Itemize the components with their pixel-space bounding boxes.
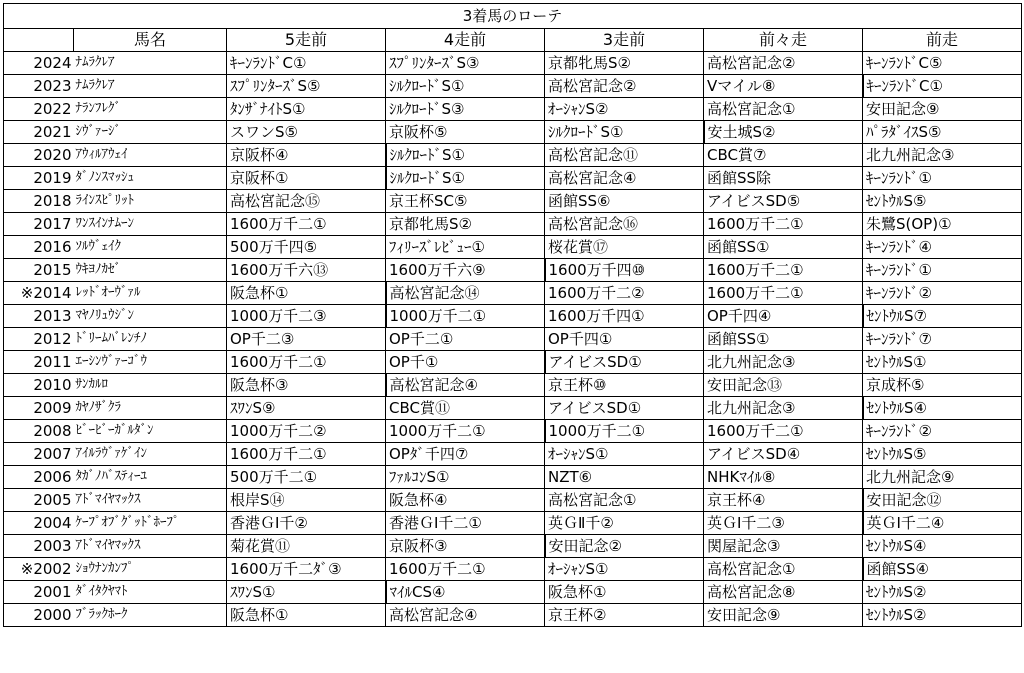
race-3-ago-cell: 高松宮記念⑪	[545, 144, 704, 167]
race-3-ago-cell: NZT⑥	[545, 466, 704, 489]
race-2-ago-cell: 北九州記念③	[704, 397, 863, 420]
horse-name-cell: ﾄﾞﾘｰﾑﾊﾞﾚﾝﾁﾉ	[74, 328, 227, 351]
year-cell: 2004	[4, 512, 74, 535]
race-2-ago-cell: 函館SS除	[704, 167, 863, 190]
table-row	[4, 374, 1022, 397]
race-3-ago-cell: 高松宮記念⑯	[545, 213, 704, 236]
race-5-ago-cell: ｷｰﾝﾗﾝﾄﾞC①	[227, 52, 386, 75]
race-3-ago-cell: 英ＧⅡ千②	[545, 512, 704, 535]
rotation-table	[3, 3, 1022, 627]
horse-name-cell: ｱｲﾙﾗｳﾞｧｹﾞｲﾝ	[74, 443, 227, 466]
race-2-ago-cell: アイビスSD④	[704, 443, 863, 466]
race-last-cell: 函館SS④	[863, 558, 1022, 581]
race-4-ago-cell: 香港ＧⅠ千二①	[386, 512, 545, 535]
horse-name-cell: ﾅﾑﾗｸﾚｱ	[74, 52, 227, 75]
horse-name-cell: ｴｰｼﾝｳﾞｧｰｺﾞｳ	[74, 351, 227, 374]
table-row	[4, 75, 1022, 98]
race-last-cell: ｾﾝﾄｳﾙS⑤	[863, 190, 1022, 213]
race-3-ago-cell: 1600万千四①	[545, 305, 704, 328]
race-5-ago-cell: 1000万千二③	[227, 305, 386, 328]
race-4-ago-cell: ｼﾙｸﾛｰﾄﾞS①	[386, 75, 545, 98]
horse-name-cell: ﾀｶﾞﾉﾊﾞｽﾃｨｰﾕ	[74, 466, 227, 489]
race-5-ago-cell: ｽﾜﾝS①	[227, 581, 386, 604]
table-row	[4, 466, 1022, 489]
horse-name-cell: ｿﾙｳﾞｪｲｸ	[74, 236, 227, 259]
race-5-ago-cell: ｽﾌﾟﾘﾝﾀｰｽﾞS⑤	[227, 75, 386, 98]
race-3-ago-cell: 1000万千二①	[545, 420, 704, 443]
header-5-races-ago: 5走前	[227, 29, 386, 52]
race-3-ago-cell: 桜花賞⑰	[545, 236, 704, 259]
race-3-ago-cell: 京都牝馬S②	[545, 52, 704, 75]
race-4-ago-cell: ｼﾙｸﾛｰﾄﾞS①	[386, 144, 545, 167]
race-3-ago-cell: ｵｰｼｬﾝS①	[545, 443, 704, 466]
race-5-ago-cell: 500万千二①	[227, 466, 386, 489]
race-4-ago-cell: 京王杯SC⑤	[386, 190, 545, 213]
race-last-cell: ｷｰﾝﾗﾝﾄﾞC①	[863, 75, 1022, 98]
race-last-cell: ｾﾝﾄｳﾙS④	[863, 535, 1022, 558]
race-last-cell: ｷｰﾝﾗﾝﾄﾞ①	[863, 167, 1022, 190]
race-3-ago-cell: 高松宮記念①	[545, 489, 704, 512]
table-row	[4, 328, 1022, 351]
race-last-cell: ﾊﾟﾗﾀﾞｲｽS⑤	[863, 121, 1022, 144]
table-row	[4, 190, 1022, 213]
race-2-ago-cell: 1600万千二①	[704, 213, 863, 236]
race-5-ago-cell: 1600万千二①	[227, 213, 386, 236]
table-row	[4, 282, 1022, 305]
race-4-ago-cell: 京阪杯⑤	[386, 121, 545, 144]
race-4-ago-cell: 1000万千二①	[386, 305, 545, 328]
race-5-ago-cell: 1600万千六⑬	[227, 259, 386, 282]
race-last-cell: ｷｰﾝﾗﾝﾄﾞ②	[863, 420, 1022, 443]
year-cell: 2015	[4, 259, 74, 282]
race-5-ago-cell: 1600万千二①	[227, 443, 386, 466]
year-cell: 2003	[4, 535, 74, 558]
year-cell: 2001	[4, 581, 74, 604]
race-last-cell: ｾﾝﾄｳﾙS④	[863, 397, 1022, 420]
race-4-ago-cell: 京都牝馬S②	[386, 213, 545, 236]
table-row	[4, 167, 1022, 190]
race-2-ago-cell: 函館SS①	[704, 236, 863, 259]
race-5-ago-cell: スワンS⑤	[227, 121, 386, 144]
year-cell: 2000	[4, 604, 74, 627]
race-last-cell: ｾﾝﾄｳﾙS②	[863, 604, 1022, 627]
race-2-ago-cell: CBC賞⑦	[704, 144, 863, 167]
table-row	[4, 121, 1022, 144]
horse-name-cell: ｱﾄﾞﾏｲﾔﾏｯｸｽ	[74, 489, 227, 512]
race-5-ago-cell: 1600万千二ﾀﾞ③	[227, 558, 386, 581]
race-last-cell: ｾﾝﾄｳﾙS②	[863, 581, 1022, 604]
race-last-cell: ｷｰﾝﾗﾝﾄﾞ①	[863, 259, 1022, 282]
race-4-ago-cell: 1000万千二①	[386, 420, 545, 443]
table-row	[4, 558, 1022, 581]
table-row	[4, 213, 1022, 236]
horse-name-cell: ﾏﾔﾉﾘｭｳｼﾞﾝ	[74, 305, 227, 328]
race-2-ago-cell: 京王杯④	[704, 489, 863, 512]
table-row	[4, 98, 1022, 121]
race-4-ago-cell: OP千①	[386, 351, 545, 374]
race-4-ago-cell: ｼﾙｸﾛｰﾄﾞS①	[386, 167, 545, 190]
race-last-cell: 朱鷺S(OP)①	[863, 213, 1022, 236]
race-4-ago-cell: 1600万千六⑨	[386, 259, 545, 282]
race-4-ago-cell: ﾌｨﾘｰｽﾞﾚﾋﾞｭｰ①	[386, 236, 545, 259]
race-3-ago-cell: 高松宮記念②	[545, 75, 704, 98]
race-5-ago-cell: 菊花賞⑪	[227, 535, 386, 558]
race-2-ago-cell: 1600万千二①	[704, 282, 863, 305]
header-last-race: 前走	[863, 29, 1022, 52]
race-5-ago-cell: ﾀﾝｻﾞﾅｲﾄS①	[227, 98, 386, 121]
race-5-ago-cell: 1600万千二①	[227, 351, 386, 374]
race-4-ago-cell: ｼﾙｸﾛｰﾄﾞS③	[386, 98, 545, 121]
horse-name-cell: ｶﾔﾉｻﾞｸﾗ	[74, 397, 227, 420]
header-3-races-ago: 3走前	[545, 29, 704, 52]
race-3-ago-cell: OP千四①	[545, 328, 704, 351]
race-2-ago-cell: NHKﾏｲﾙ⑧	[704, 466, 863, 489]
horse-name-cell: ｱﾄﾞﾏｲﾔﾏｯｸｽ	[74, 535, 227, 558]
race-2-ago-cell: 安田記念⑨	[704, 604, 863, 627]
race-4-ago-cell: CBC賞⑪	[386, 397, 545, 420]
year-cell: 2021	[4, 121, 74, 144]
race-4-ago-cell: OP千二①	[386, 328, 545, 351]
race-2-ago-cell: 北九州記念③	[704, 351, 863, 374]
race-4-ago-cell: OPﾀﾞ千四⑦	[386, 443, 545, 466]
race-last-cell: 英ＧⅠ千二④	[863, 512, 1022, 535]
horse-name-cell: ｳｷﾖﾉｶｾﾞ	[74, 259, 227, 282]
header-4-races-ago: 4走前	[386, 29, 545, 52]
year-cell: 2006	[4, 466, 74, 489]
race-last-cell: ｷｰﾝﾗﾝﾄﾞ②	[863, 282, 1022, 305]
race-3-ago-cell: アイビスSD①	[545, 397, 704, 420]
race-4-ago-cell: 高松宮記念⑭	[386, 282, 545, 305]
race-3-ago-cell: 1600万千四⑩	[545, 259, 704, 282]
race-3-ago-cell: 京王杯②	[545, 604, 704, 627]
table-row	[4, 52, 1022, 75]
race-3-ago-cell: 安田記念②	[545, 535, 704, 558]
year-cell: 2005	[4, 489, 74, 512]
year-cell: ※2014	[4, 282, 74, 305]
table-row	[4, 512, 1022, 535]
horse-name-cell: ﾅﾑﾗｸﾚｱ	[74, 75, 227, 98]
table-row	[4, 535, 1022, 558]
horse-name-cell: ﾚｯﾄﾞｵｰｳﾞｧﾙ	[74, 282, 227, 305]
race-5-ago-cell: 香港ＧⅠ千②	[227, 512, 386, 535]
race-3-ago-cell: 1600万千二②	[545, 282, 704, 305]
horse-name-cell: ｼｮｳﾅﾝｶﾝﾌﾟ	[74, 558, 227, 581]
year-cell: 2009	[4, 397, 74, 420]
race-5-ago-cell: 阪急杯①	[227, 282, 386, 305]
year-cell: 2011	[4, 351, 74, 374]
year-cell: 2022	[4, 98, 74, 121]
race-last-cell: ｷｰﾝﾗﾝﾄﾞ④	[863, 236, 1022, 259]
race-2-ago-cell: 1600万千二①	[704, 259, 863, 282]
race-2-ago-cell: 高松宮記念②	[704, 52, 863, 75]
table-row	[4, 604, 1022, 627]
horse-name-cell: ｹｰﾌﾟｵﾌﾞｸﾞｯﾄﾞﾎｰﾌﾟ	[74, 512, 227, 535]
race-2-ago-cell: 安土城S②	[704, 121, 863, 144]
year-cell: 2019	[4, 167, 74, 190]
race-3-ago-cell: 函館SS⑥	[545, 190, 704, 213]
year-cell: 2016	[4, 236, 74, 259]
race-last-cell: ｾﾝﾄｳﾙS①	[863, 351, 1022, 374]
race-2-ago-cell: OP千四④	[704, 305, 863, 328]
race-2-ago-cell: 安田記念⑬	[704, 374, 863, 397]
year-cell: 2008	[4, 420, 74, 443]
race-4-ago-cell: 高松宮記念④	[386, 374, 545, 397]
race-last-cell: ｷｰﾝﾗﾝﾄﾞ⑦	[863, 328, 1022, 351]
year-cell: 2007	[4, 443, 74, 466]
race-4-ago-cell: 1600万千二①	[386, 558, 545, 581]
table-title: 3着馬のローテ	[4, 4, 1022, 29]
race-5-ago-cell: 根岸S⑭	[227, 489, 386, 512]
race-3-ago-cell: ｵｰｼｬﾝS①	[545, 558, 704, 581]
year-cell: 2018	[4, 190, 74, 213]
title-row	[4, 4, 1022, 29]
horse-name-cell: ｱｳｨﾙｱｳｪｲ	[74, 144, 227, 167]
year-cell: 2017	[4, 213, 74, 236]
year-cell: 2013	[4, 305, 74, 328]
table-row	[4, 144, 1022, 167]
table-row	[4, 420, 1022, 443]
race-2-ago-cell: アイビスSD⑤	[704, 190, 863, 213]
race-last-cell: 京成杯⑤	[863, 374, 1022, 397]
race-2-ago-cell: 英ＧⅠ千二③	[704, 512, 863, 535]
race-5-ago-cell: 500万千四⑤	[227, 236, 386, 259]
race-2-ago-cell: 高松宮記念①	[704, 98, 863, 121]
race-last-cell: ｾﾝﾄｳﾙS⑦	[863, 305, 1022, 328]
header-horse: 馬名	[74, 29, 227, 52]
year-cell: ※2002	[4, 558, 74, 581]
race-last-cell: ｷｰﾝﾗﾝﾄﾞC⑤	[863, 52, 1022, 75]
race-last-cell: 北九州記念③	[863, 144, 1022, 167]
horse-name-cell: ﾌﾞﾗｯｸﾎｰｸ	[74, 604, 227, 627]
table-row	[4, 236, 1022, 259]
race-3-ago-cell: 京王杯⑩	[545, 374, 704, 397]
year-cell: 2024	[4, 52, 74, 75]
race-5-ago-cell: 1000万千二②	[227, 420, 386, 443]
table-row	[4, 397, 1022, 420]
spreadsheet	[3, 3, 1021, 667]
race-5-ago-cell: 京阪杯①	[227, 167, 386, 190]
race-last-cell: 安田記念⑨	[863, 98, 1022, 121]
year-cell: 2023	[4, 75, 74, 98]
header-2-races-ago: 前々走	[704, 29, 863, 52]
race-5-ago-cell: 阪急杯③	[227, 374, 386, 397]
race-last-cell: ｾﾝﾄｳﾙS⑤	[863, 443, 1022, 466]
year-cell: 2020	[4, 144, 74, 167]
table-row	[4, 581, 1022, 604]
header-year	[4, 29, 74, 52]
horse-name-cell: ｼｳﾞｧｰｼﾞ	[74, 121, 227, 144]
race-4-ago-cell: ｽﾌﾟﾘﾝﾀｰｽﾞS③	[386, 52, 545, 75]
race-3-ago-cell: 阪急杯①	[545, 581, 704, 604]
table-row	[4, 259, 1022, 282]
race-3-ago-cell: 高松宮記念④	[545, 167, 704, 190]
race-2-ago-cell: 函館SS①	[704, 328, 863, 351]
race-last-cell: 安田記念⑫	[863, 489, 1022, 512]
race-last-cell: 北九州記念⑨	[863, 466, 1022, 489]
horse-name-cell: ｻﾝｶﾙﾛ	[74, 374, 227, 397]
race-2-ago-cell: 高松宮記念①	[704, 558, 863, 581]
race-4-ago-cell: 高松宮記念④	[386, 604, 545, 627]
horse-name-cell: ﾜﾝｽｲﾝﾅﾑｰﾝ	[74, 213, 227, 236]
race-3-ago-cell: ｵｰｼｬﾝS②	[545, 98, 704, 121]
race-2-ago-cell: 1600万千二①	[704, 420, 863, 443]
table-row	[4, 489, 1022, 512]
race-2-ago-cell: 高松宮記念⑧	[704, 581, 863, 604]
race-5-ago-cell: 阪急杯①	[227, 604, 386, 627]
race-3-ago-cell: ｼﾙｸﾛｰﾄﾞS①	[545, 121, 704, 144]
race-4-ago-cell: ﾏｲﾙCS④	[386, 581, 545, 604]
race-5-ago-cell: 京阪杯④	[227, 144, 386, 167]
race-4-ago-cell: 阪急杯④	[386, 489, 545, 512]
table-row	[4, 443, 1022, 466]
table-row	[4, 305, 1022, 328]
year-cell: 2012	[4, 328, 74, 351]
race-5-ago-cell: OP千二③	[227, 328, 386, 351]
table-row	[4, 351, 1022, 374]
race-4-ago-cell: 京阪杯③	[386, 535, 545, 558]
race-5-ago-cell: ｽﾜﾝS⑨	[227, 397, 386, 420]
year-cell: 2010	[4, 374, 74, 397]
race-3-ago-cell: アイビスSD①	[545, 351, 704, 374]
horse-name-cell: ﾀﾞﾉﾝｽﾏｯｼｭ	[74, 167, 227, 190]
race-2-ago-cell: 関屋記念③	[704, 535, 863, 558]
horse-name-cell: ﾅﾗﾝﾌﾚｸﾞ	[74, 98, 227, 121]
race-4-ago-cell: ﾌｧﾙｺﾝS①	[386, 466, 545, 489]
horse-name-cell: ﾗｲﾝｽﾋﾟﾘｯﾄ	[74, 190, 227, 213]
race-5-ago-cell: 高松宮記念⑮	[227, 190, 386, 213]
race-2-ago-cell: Vマイル⑧	[704, 75, 863, 98]
horse-name-cell: ﾋﾞｰﾋﾞｰｶﾞﾙﾀﾞﾝ	[74, 420, 227, 443]
horse-name-cell: ﾀﾞｲﾀｸﾔﾏﾄ	[74, 581, 227, 604]
header-row	[4, 29, 1022, 52]
